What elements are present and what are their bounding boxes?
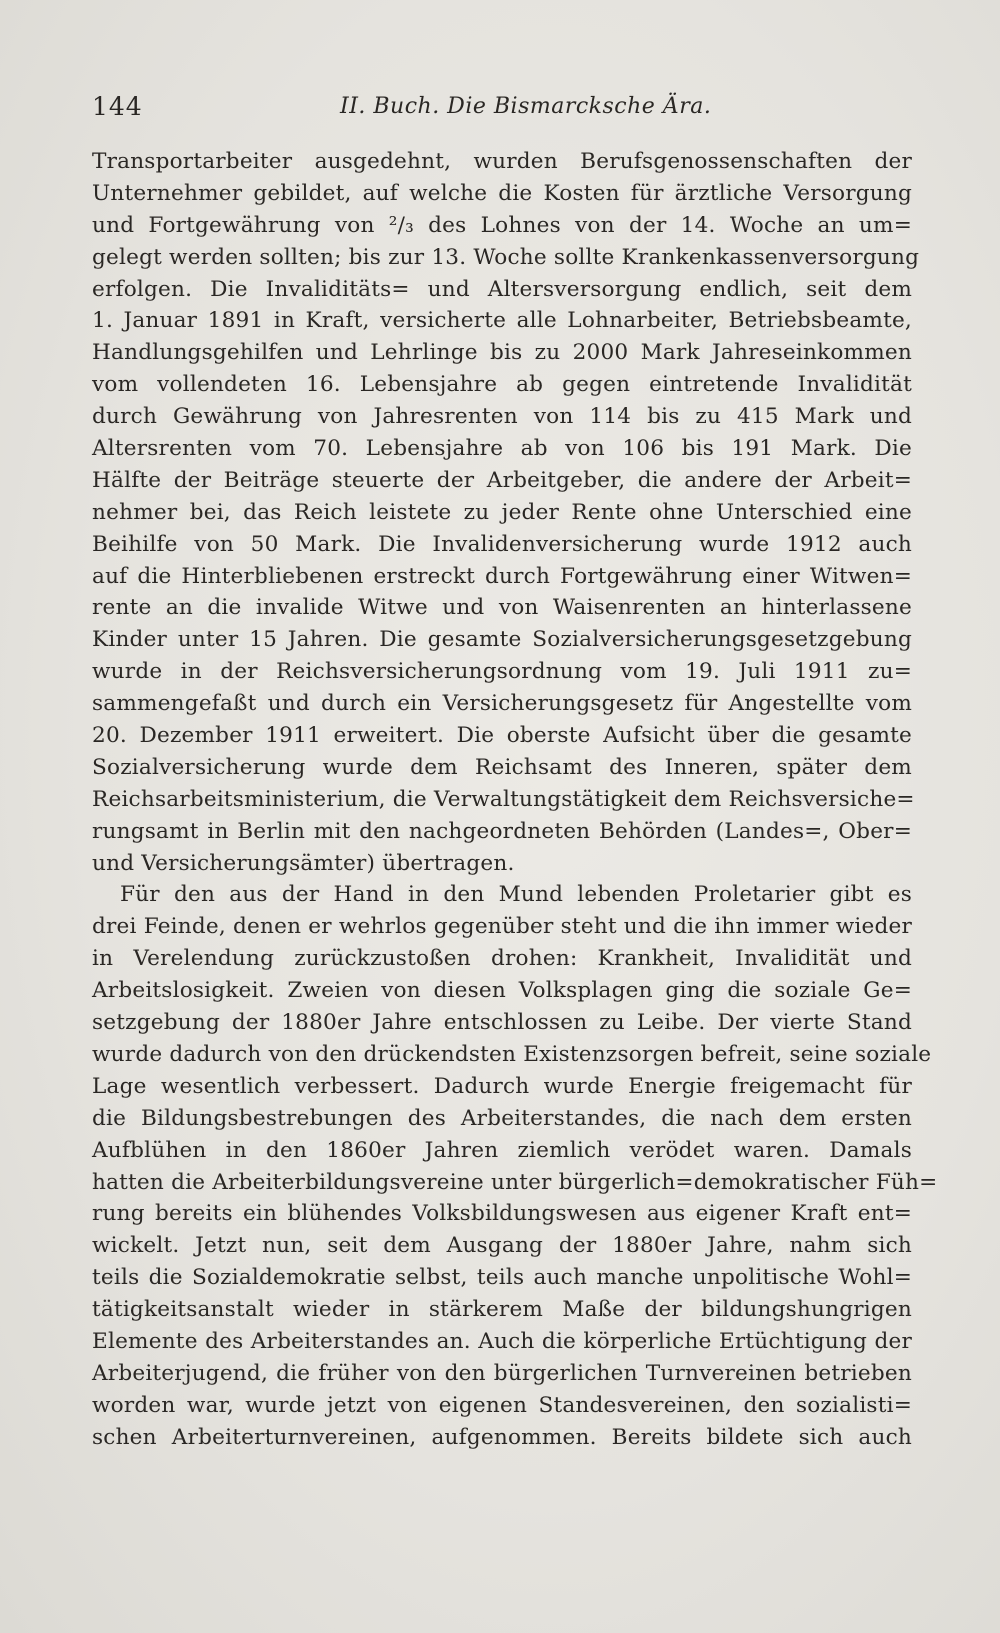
text-line: worden war, wurde jetzt von eigenen Standesvereinen, den sozialisti=	[92, 1392, 912, 1418]
text-line: nehmer bei, das Reich leistete zu jeder Rente ohne Unterschied eine	[92, 499, 912, 525]
text-line: rung bereits ein blühendes Volksbildungswesen aus eigener Kraft ent=	[92, 1201, 912, 1227]
text-line: Handlungsgehilfen und Lehrlinge bis zu 2000 Mark Jahreseinkommen	[92, 340, 912, 366]
text-line: rungsamt in Berlin mit den nachgeordneten Behörden (Landes=, Ober=	[92, 818, 912, 844]
text-line: Unternehmer gebildet, auf welche die Kosten für ärztliche Versorgung	[92, 180, 912, 206]
text-line: in Verelendung zurückzustoßen drohen: Krankheit, Invalidität und	[92, 946, 912, 972]
text-line: 1. Januar 1891 in Kraft, versicherte alle Lohnarbeiter, Betriebsbeamte,	[92, 308, 912, 334]
text-line: Elemente des Arbeiterstandes an. Auch die körperliche Ertüchtigung der	[92, 1328, 912, 1354]
text-line: Sozialversicherung wurde dem Reichsamt des Inneren, später dem	[92, 754, 912, 780]
text-line: erfolgen. Die Invaliditäts= und Altersversorgung endlich, seit dem	[92, 276, 912, 302]
text-line: und Fortgewährung von ²/₃ des Lohnes von der 14. Woche an um=	[92, 212, 912, 238]
text-line: gelegt werden sollten; bis zur 13. Woche sollte Krankenkassenversorgung	[92, 244, 920, 270]
text-line: die Bildungsbestrebungen des Arbeiterstandes, die nach dem ersten	[92, 1105, 912, 1131]
text-line: 20. Dezember 1911 erweitert. Die oberste Aufsicht über die gesamte	[92, 723, 912, 749]
text-line: hatten die Arbeiterbildungsvereine unter bürgerlich=demokratischer Füh=	[92, 1169, 938, 1195]
text-line: sammengefaßt und durch ein Versicherungsgesetz für Angestellte vom	[92, 691, 912, 717]
text-line: rente an die invalide Witwe und von Waisenrenten an hinterlassene	[92, 595, 912, 621]
text-line: auf die Hinterbliebenen erstreckt durch Fortgewährung einer Witwen=	[92, 563, 912, 589]
text-line: setzgebung der 1880er Jahre entschlossen zu Leibe. Der vierte Stand	[92, 1010, 912, 1036]
paragraph-start-line: Für den aus der Hand in den Mund lebenden Proletarier gibt es	[120, 882, 912, 908]
text-line: Hälfte der Beiträge steuerte der Arbeitgeber, die andere der Arbeit=	[92, 467, 912, 493]
text-line: Altersrenten vom 70. Lebensjahre ab von 106 bis 191 Mark. Die	[92, 436, 912, 462]
text-line: durch Gewährung von Jahresrenten von 114 bis zu 415 Mark und	[92, 404, 912, 430]
text-line: Lage wesentlich verbessert. Dadurch wurde Energie freigemacht für	[92, 1073, 912, 1099]
text-line: Transportarbeiter ausgedehnt, wurden Berufsgenossenschaften der	[92, 149, 912, 174]
running-head: II. Buch. Die Bismarcksche Ära.	[340, 94, 712, 119]
text-line: wurde dadurch von den drückendsten Existenzsorgen befreit, seine soziale	[92, 1041, 932, 1067]
text-line: drei Feinde, denen er wehrlos gegenüber steht und die ihn immer wieder	[92, 914, 912, 940]
text-line: Arbeiterjugend, die früher von den bürgerlichen Turnvereinen betrieben	[92, 1360, 912, 1386]
page-header	[92, 92, 912, 132]
paragraph-end-line: und Versicherungsämter) übertragen.	[92, 850, 515, 876]
text-line: Beihilfe von 50 Mark. Die Invalidenversicherung wurde 1912 auch	[92, 531, 912, 557]
text-line: schen Arbeiterturnvereinen, aufgenommen. Bereits bildete sich auch	[92, 1424, 912, 1450]
text-line: wickelt. Jetzt nun, seit dem Ausgang der 1880er Jahre, nahm sich	[92, 1233, 912, 1259]
text-line: tätigkeitsanstalt wieder in stärkerem Maße der bildungshungrigen	[92, 1297, 912, 1323]
page-number: 144	[92, 92, 143, 121]
text-line: Aufblühen in den 1860er Jahren ziemlich verödet waren. Damals	[92, 1137, 912, 1163]
text-line: wurde in der Reichsversicherungsordnung vom 19. Juli 1911 zu=	[92, 659, 912, 685]
body-text	[92, 146, 938, 1454]
text-line: Arbeitslosigkeit. Zweien von diesen Volksplagen ging die soziale Ge=	[92, 978, 912, 1004]
text-line: teils die Sozialdemokratie selbst, teils auch manche unpolitische Wohl=	[92, 1265, 912, 1291]
text-line: Reichsarbeitsministerium, die Verwaltungstätigkeit dem Reichsversiche=	[92, 786, 915, 812]
text-line: Kinder unter 15 Jahren. Die gesamte Sozialversicherungsgesetzgebung	[92, 627, 912, 653]
text-line: vom vollendeten 16. Lebensjahre ab gegen eintretende Invalidität	[92, 372, 912, 398]
